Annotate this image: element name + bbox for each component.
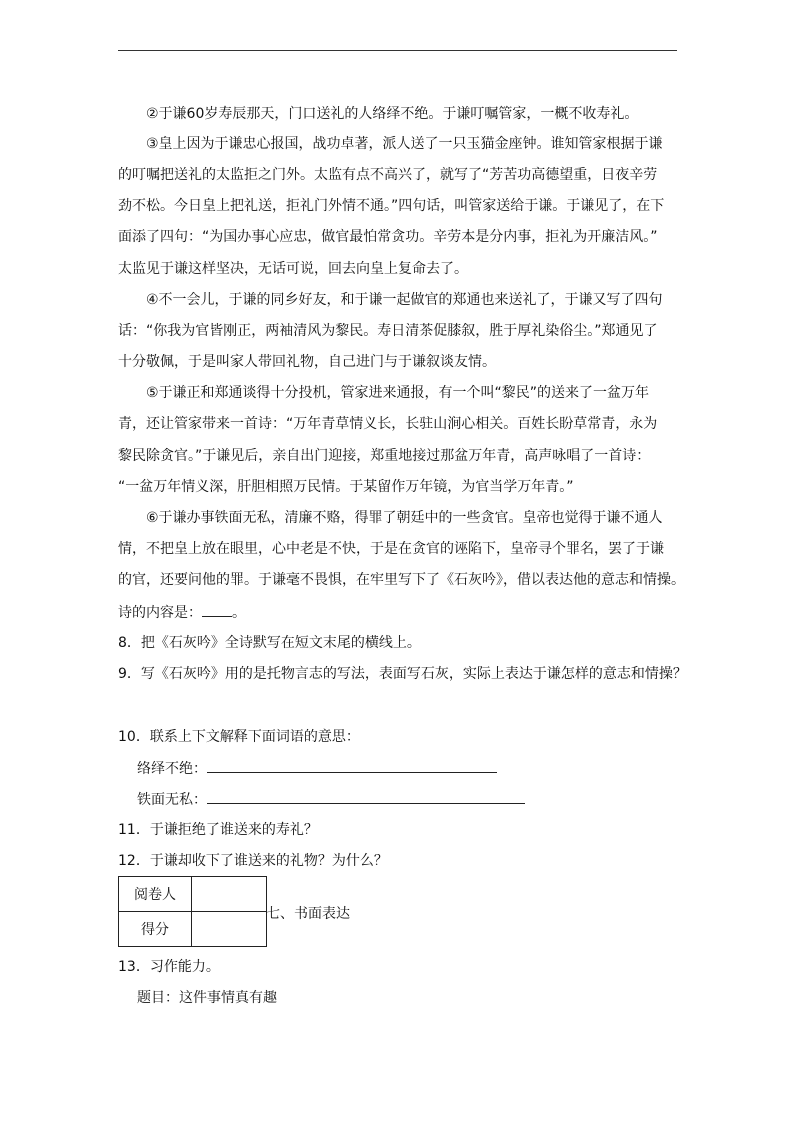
question-10: 10．联系上下文解释下面词语的意思： bbox=[118, 729, 360, 745]
header-rule bbox=[118, 50, 677, 51]
paragraph-6-line: 情，不把皇上放在眼里，心中老是不快，于是在贪官的诬陷下，皇帝寻个罪名，罢了于谦 bbox=[118, 541, 664, 557]
poem-prompt: 诗的内容是： bbox=[118, 605, 202, 621]
paragraph-6-poem-line bbox=[118, 602, 246, 623]
question-12: 12．于谦却收下了谁送来的礼物？为什么？ bbox=[118, 853, 388, 869]
score-table bbox=[118, 876, 267, 947]
paragraph-3-line: 的叮嘱把送礼的太监拒之门外。太监有点不高兴了，就写了“芳苦功高德望重，日夜辛劳 bbox=[118, 167, 658, 183]
answer-blank[interactable] bbox=[207, 758, 497, 773]
paragraph-3-line: 太监见于谦这样坚决，无话可说，回去向皇上复命去了。 bbox=[118, 261, 468, 277]
question-8: 8．把《石灰吟》全诗默写在短文末尾的横线上。 bbox=[118, 635, 421, 651]
question-10-term-1 bbox=[137, 758, 497, 779]
paragraph-4-line: 十分敬佩，于是叫家人带回礼物，自己进门与于谦叙谈友情。 bbox=[118, 354, 496, 370]
paragraph-5-line: 青，还让管家带来一首诗：“万年青草情义长，长驻山涧心相关。百姓长盼草常青，永为 bbox=[118, 416, 658, 432]
question-13: 13．习作能力。 bbox=[118, 959, 220, 975]
paragraph-5-line: ⑤于谦正和郑通谈得十分投机，管家进来通报，有一个叫“黎民”的送来了一盆万年 bbox=[146, 385, 650, 401]
poem-prompt-tail: 。 bbox=[232, 605, 246, 621]
paragraph-5-line: “一盆万年情义深，肝胆相照万民情。于某留作万年镜，为官当学万年青。” bbox=[118, 479, 574, 495]
paragraph-2: ②于谦60岁寿辰那天，门口送礼的人络绎不绝。于谦叮嘱管家，一概不收寿礼。 bbox=[146, 106, 639, 122]
question-9: 9．写《石灰吟》用的是托物言志的写法，表面写石灰，实际上表达于谦怎样的意志和情操？ bbox=[118, 666, 687, 682]
answer-blank[interactable] bbox=[207, 789, 525, 804]
paragraph-4-line: 话：“你我为官皆刚正，两袖清风为黎民。寿日清茶促膝叙，胜于厚礼染俗尘。”郑通见了 bbox=[118, 323, 658, 339]
term-label: 络绎不绝： bbox=[137, 761, 207, 777]
paragraph-6-line: 的官，还要问他的罪。于谦毫不畏惧，在牢里写下了《石灰吟》，借以表达他的意志和情操。 bbox=[118, 572, 685, 588]
reviewer-label: 阅卷人 bbox=[119, 877, 192, 912]
score-cell[interactable] bbox=[192, 912, 267, 947]
question-10-term-2 bbox=[137, 789, 525, 810]
paragraph-3-line: 劲不松。今日皇上把礼送，拒礼门外情不通。”四句话，叫管家送给于谦。于谦见了，在下 bbox=[118, 198, 665, 214]
score-label: 得分 bbox=[119, 912, 192, 947]
paragraph-3-line: ③皇上因为于谦忠心报国，战功卓著，派人送了一只玉猫金座钟。谁知管家根据于谦 bbox=[146, 136, 663, 152]
composition-topic: 题目：这件事情真有趣 bbox=[137, 990, 277, 1006]
paragraph-6-line: ⑥于谦办事铁面无私，清廉不赂，得罪了朝廷中的一些贪官。皇帝也觉得于谦不通人 bbox=[146, 510, 663, 526]
poem-answer-blank[interactable] bbox=[202, 602, 232, 617]
paragraph-5-line: 黎民除贪官。”于谦见后，亲自出门迎接，郑重地接过那盆万年青，高声咏唱了一首诗： bbox=[118, 448, 651, 464]
question-11: 11．于谦拒绝了谁送来的寿礼？ bbox=[118, 822, 318, 838]
section-title: 七、书面表达 bbox=[266, 906, 350, 922]
term-label: 铁面无私： bbox=[137, 792, 207, 808]
reviewer-cell[interactable] bbox=[192, 877, 267, 912]
paragraph-4-line: ④不一会儿，于谦的同乡好友，和于谦一起做官的郑通也来送礼了，于谦又写了四句 bbox=[146, 292, 663, 308]
paragraph-3-line: 面添了四句：“为国办事心应忠，做官最怕常贪功。辛劳本是分内事，拒礼为开廉洁风。” bbox=[118, 229, 658, 245]
